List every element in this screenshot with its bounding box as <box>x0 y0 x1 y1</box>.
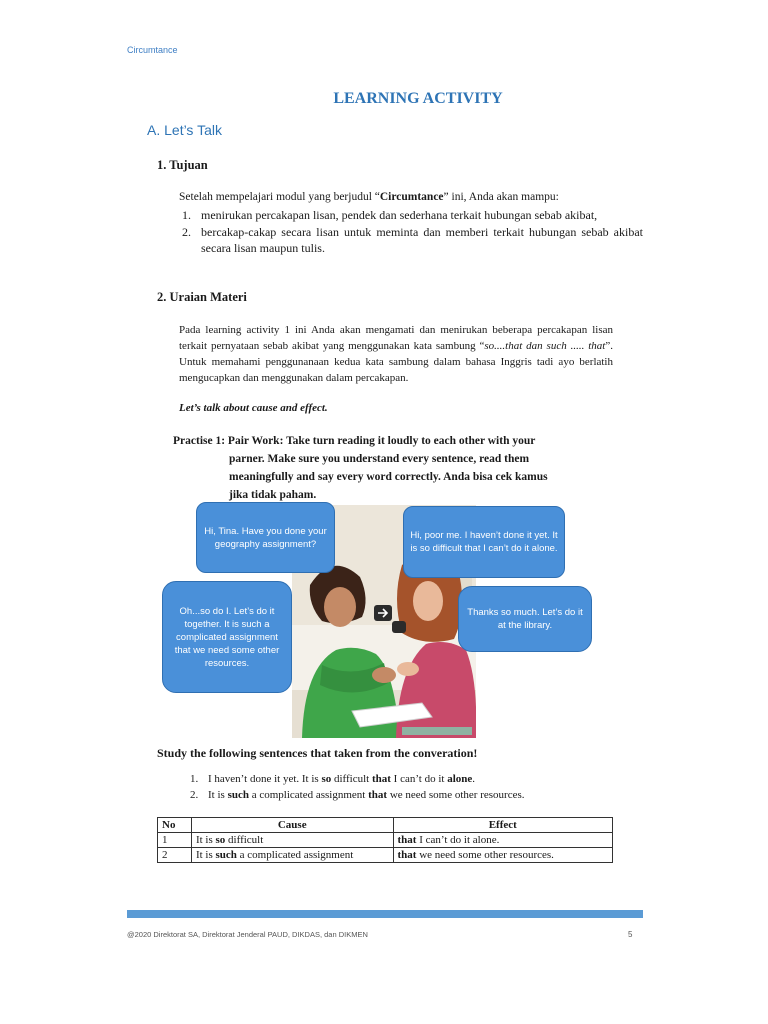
page-title: LEARNING ACTIVITY <box>333 90 503 107</box>
cell-no: 2 <box>158 848 192 863</box>
cause-text: It is <box>195 834 216 846</box>
header-no: No <box>158 818 192 833</box>
keyword-so: so <box>321 773 332 785</box>
effect-keyword: that <box>397 849 417 861</box>
example-text: I can’t do it <box>390 773 448 785</box>
cause-keyword: such <box>215 849 237 861</box>
example-sentences <box>190 771 525 803</box>
goal-text: bercakap-cakap secara lisan untuk meminta dan memberi terkait hubungan sebab akibat secara lisan maupun tulis. <box>201 225 643 255</box>
intro-module-name: Circumtance <box>379 191 444 203</box>
section-heading-lets-talk: A. Let’s Talk <box>147 122 222 138</box>
practice-line: parner. Make sure you understand every sentence, read them <box>229 453 530 465</box>
keyword-alone: alone <box>447 773 473 785</box>
goal-item <box>179 224 643 256</box>
example-text: It is <box>208 789 228 801</box>
footer-bar <box>127 910 643 918</box>
example-text: . <box>472 773 476 785</box>
goals-list <box>179 207 643 257</box>
table-row <box>158 848 613 863</box>
effect-text: I can’t do it alone. <box>416 834 500 846</box>
cause-effect-table <box>157 817 613 863</box>
practice-instructions <box>173 432 613 504</box>
paragraph-text-end: ”. Untuk memahami penggunanaan kedua kata sambung dalam bahasa Inggris tadi ayo berlatih mengucapkan dan menggunakan dalam percakapan. <box>179 340 614 384</box>
tujuan-intro <box>179 191 559 203</box>
example-number: 1. <box>190 773 199 785</box>
table-header-row <box>158 818 613 833</box>
cell-effect <box>393 833 613 848</box>
uraian-paragraph <box>179 322 613 386</box>
paragraph-conjunctions: so....that dan such ..... that <box>484 340 606 352</box>
cell-no: 1 <box>158 833 192 848</box>
goal-text: menirukan percakapan lisan, pendek dan sederhana terkait hubungan sebab akibat, <box>201 208 598 222</box>
cause-text: a complicated assignment <box>236 849 354 861</box>
table-row <box>158 833 613 848</box>
header-note: Circumtance <box>127 45 178 55</box>
intro-text: Setelah mempelajari modul yang berjudul “ <box>179 191 380 203</box>
cause-text: It is <box>195 849 216 861</box>
intro-text-end: ” ini, Anda akan mampu: <box>443 191 559 203</box>
cell-effect <box>393 848 613 863</box>
practice-line: Practise 1: Pair Work: Take turn reading it loudly to each other with your <box>173 435 536 447</box>
example-number: 2. <box>190 789 199 801</box>
cell-cause <box>191 848 393 863</box>
cell-cause <box>191 833 393 848</box>
study-heading: Study the following sentences that taken from the converation! <box>157 746 478 760</box>
lets-talk-line: Let’s talk about cause and effect. <box>179 402 328 414</box>
practice-line: meaningfully and say every word correctly. Anda bisa cek kamus <box>229 471 548 483</box>
practice-line: jika tidak paham. <box>229 489 317 501</box>
speech-bubble-2: Hi, poor me. I haven’t done it yet. It is so difficult that I can’t do it alone. <box>403 506 565 578</box>
goal-number: 1. <box>182 208 191 222</box>
footer-text: @2020 Direktorat SA, Direktorat Jenderal PAUD, DIKDAS, dan DIKMEN <box>127 930 368 939</box>
goal-item <box>179 207 643 223</box>
effect-keyword: that <box>397 834 417 846</box>
speech-bubble-3: Oh...so do I. Let’s do it together. It is such a complicated assignment that we need some other resources. <box>162 581 292 693</box>
keyword-that: that <box>371 773 391 785</box>
keyword-that: that <box>368 789 388 801</box>
header-cause: Cause <box>191 818 393 833</box>
keyword-such: such <box>227 789 249 801</box>
goal-number: 2. <box>182 225 191 239</box>
example-text: I haven’t done it yet. It is <box>208 773 322 785</box>
example-text: a complicated assignment <box>248 789 369 801</box>
page-number: 5 <box>628 930 633 939</box>
header-effect: Effect <box>393 818 613 833</box>
effect-text: we need some other resources. <box>416 849 554 861</box>
example-item <box>190 787 525 803</box>
example-text: difficult <box>331 773 372 785</box>
example-item <box>190 771 525 787</box>
speech-bubble-1: Hi, Tina. Have you done your geography assignment? <box>196 502 335 573</box>
example-text: we need some other resources. <box>387 789 525 801</box>
heading-uraian-materi: 2. Uraian Materi <box>157 290 247 304</box>
heading-tujuan: 1. Tujuan <box>157 158 208 172</box>
cause-text: difficult <box>225 834 264 846</box>
cause-keyword: so <box>215 834 226 846</box>
paragraph-text: Pada learning activity 1 ini Anda akan mengamati dan menirukan beberapa percakapan lisan terkait pernyataan sebab akibat yang menggunakan kata sambung “ <box>179 324 613 352</box>
speech-bubble-4: Thanks so much. Let’s do it at the library. <box>458 586 592 652</box>
